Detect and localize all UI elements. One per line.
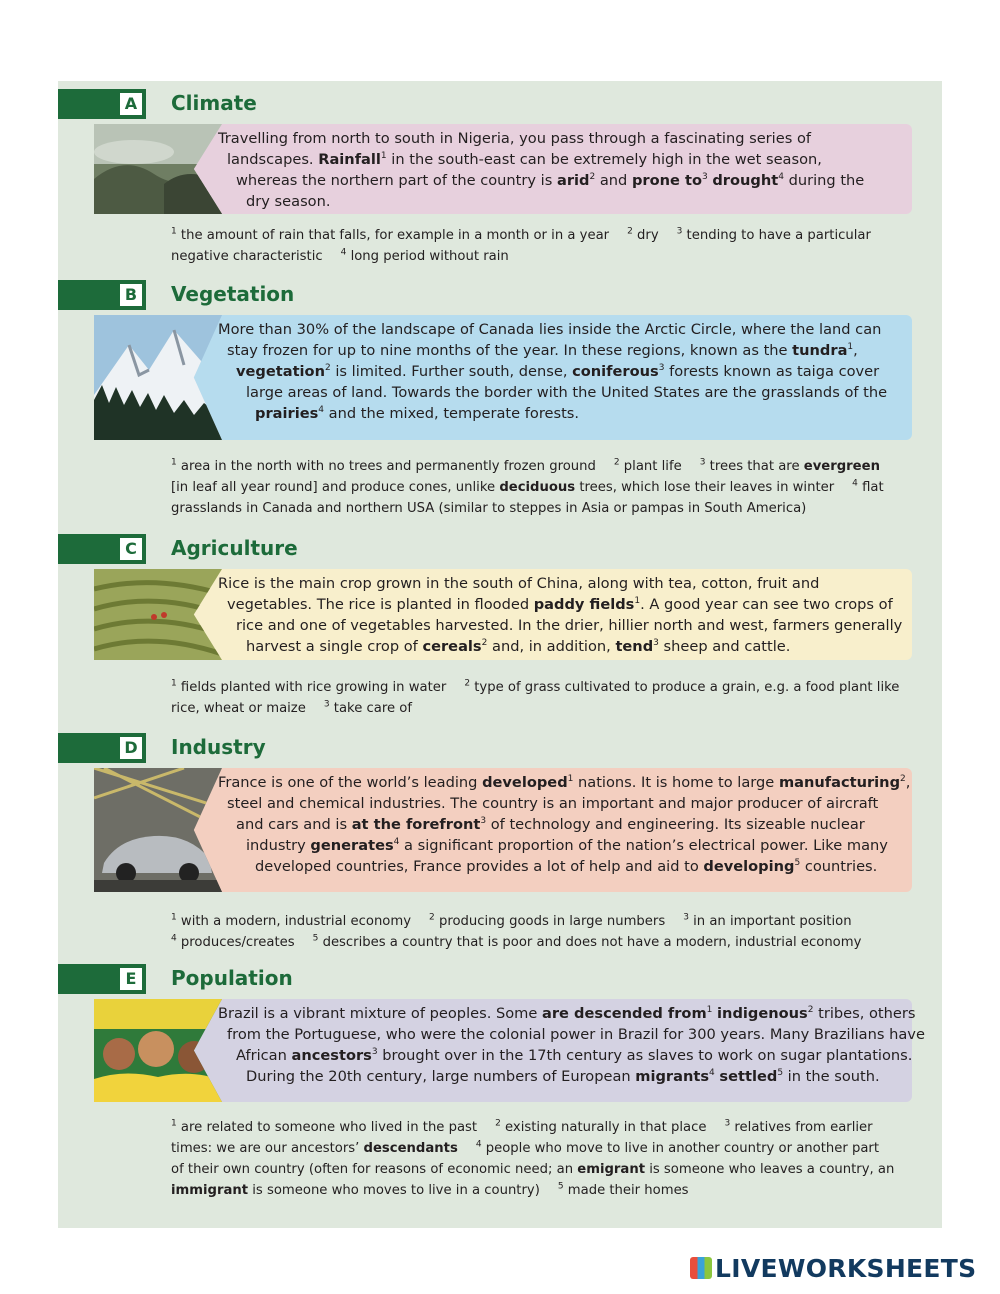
paragraph-line: dry season. [246, 193, 331, 210]
text-panel [94, 768, 912, 892]
section-tag [58, 964, 146, 994]
paragraph-line: industry generates$^4$ a significant proportion of the nation’s electrical power. Like many [246, 837, 888, 854]
glossary-line: grasslands in Canada and northern USA (similar to steppes in Asia or pampas in South America) [171, 501, 807, 516]
glossary-line: $^1$ are related to someone who lived in the past $^2$ existing naturally in that place $^3$ relatives from earlier [171, 1118, 873, 1135]
paragraph [218, 573, 908, 657]
section-letter: A [120, 93, 142, 115]
paragraph-line: Rice is the main crop grown in the south of China, along with tea, cotton, fruit and [218, 575, 820, 592]
text-panel [94, 315, 912, 440]
paragraph [218, 772, 911, 877]
paragraph-line: whereas the northern part of the country is arid$^2$ and prone $to^3$ drought$^4$ during the [236, 172, 865, 189]
section-title: Agriculture [171, 536, 298, 560]
section-letter: D [120, 737, 142, 759]
section-title: Industry [171, 735, 266, 759]
section-title: Population [171, 966, 293, 990]
glossary-line: negative characteristic $^4$ long period without rain [171, 247, 509, 264]
glossary-line: $^4$ produces/creates $^5$ describes a country that is poor and does not have a modern, industrial economy [171, 933, 862, 950]
liveworksheets-logo-icon [690, 1257, 712, 1279]
glossary-line: times: we are our ancestors’ descendants $^4$ people who move to live in another country or another part [171, 1139, 880, 1156]
section-title: Climate [171, 91, 257, 115]
paragraph [218, 1003, 925, 1087]
paragraph-line: large areas of land. Towards the border with the United States are the grasslands of the [246, 384, 888, 401]
paragraph-line: prairies$^4$ and the mixed, temperate forests. [255, 405, 580, 422]
section-title: Vegetation [171, 282, 295, 306]
glossary-notes [171, 911, 911, 953]
paragraph-line: and cars and is at the forefront$^3$ of technology and engineering. Its sizeable nuclear [236, 816, 865, 833]
section-letter: E [120, 968, 142, 990]
paragraph-line: landscapes. Rainfall$^1$ in the south-east can be extremely high in the wet season, [227, 151, 822, 168]
paragraph-line: vegetation$^2$ is limited. Further south, dense, coniferous$^3$ forests known as taiga cover [236, 363, 880, 380]
paragraph-line: More than 30% of the landscape of Canada lies inside the Arctic Circle, where the land can [218, 321, 882, 338]
text-panel [94, 124, 912, 214]
glossary-line: $^1$ with a modern, industrial economy $^2$ producing goods in large numbers $^3$ in an important position [171, 912, 852, 929]
text-panel [94, 999, 925, 1102]
paragraph-line: developed countries, France provides a lot of help and aid to developing$^5$ countries. [255, 858, 878, 875]
paragraph-line: harvest a single crop of cereals$^2$ and, in addition, tend$^3$ sheep and cattle. [246, 638, 791, 655]
textbook-page [58, 81, 942, 1228]
section-tag [58, 534, 146, 564]
glossary-line: rice, wheat or maize $^3$ take care of [171, 699, 412, 716]
glossary-notes [171, 1117, 911, 1201]
paragraph-line: France is one of the world’s leading developed$^1$ nations. It is home to large manufacturing$^2$, [218, 774, 911, 791]
paragraph [218, 128, 908, 212]
paragraph-line: rice and one of vegetables harvested. In the drier, hillier north and west, farmers generally [236, 617, 903, 634]
glossary-line: immigrant is someone who moves to live in a country) $^5$ made their homes [171, 1181, 689, 1198]
section-letter: C [120, 538, 142, 560]
paragraph-line: Travelling from north to south in Nigeria, you pass through a fascinating series of [218, 130, 812, 147]
section-tag [58, 89, 146, 119]
glossary-notes [171, 677, 911, 719]
glossary-line: [in leaf all year round] and produce cones, unlike deciduous trees, which lose their leaves in winter $^4$ flat [171, 478, 884, 495]
glossary-notes [171, 225, 911, 267]
paragraph-line: During the 20th century, large numbers of European migrants$^4$ settled$^5$ in the south. [246, 1068, 880, 1085]
paragraph-line: vegetables. The rice is planted in flooded paddy fields$^1$. A good year can see two crops of [227, 596, 893, 613]
section-tag [58, 280, 146, 310]
section-letter: B [120, 284, 142, 306]
glossary-line: of their own country (often for reasons of economic need; an emigrant is someone who leaves a country, an [171, 1162, 895, 1177]
section-tag [58, 733, 146, 763]
glossary-notes [171, 456, 911, 519]
liveworksheets-footer[interactable] [690, 1254, 976, 1283]
paragraph-line: steel and chemical industries. The country is an important and major producer of aircraft [227, 795, 879, 812]
glossary-line: $^1$ fields planted with rice growing in water $^2$ type of grass cultivated to produce a grain, e.g. a food plant like [171, 678, 900, 695]
paragraph-line: Brazil is a vibrant mixture of peoples. Some are descended from$^1$ indigenous$^2$ tribes, others [218, 1005, 916, 1022]
text-panel [94, 569, 912, 660]
paragraph-line: African ancestors$^3$ brought over in the 17th century as slaves to work on sugar plantations. [236, 1047, 913, 1064]
paragraph [218, 319, 908, 424]
glossary-line: $^1$ the amount of rain that falls, for example in a month or in a year $^2$ dry $^3$ tending to have a particular [171, 226, 871, 243]
paragraph-line: from the Portuguese, who were the colonial power in Brazil for 300 years. Many Brazilians have [227, 1026, 925, 1043]
logo-text: LIVEWORKSHEETS [715, 1254, 977, 1283]
paragraph-line: stay frozen for up to nine months of the year. In these regions, known as the tundra$^1$, [227, 342, 858, 359]
glossary-line: $^1$ area in the north with no trees and permanently frozen ground $^2$ plant life $^3$ trees that are evergreen [171, 457, 880, 474]
